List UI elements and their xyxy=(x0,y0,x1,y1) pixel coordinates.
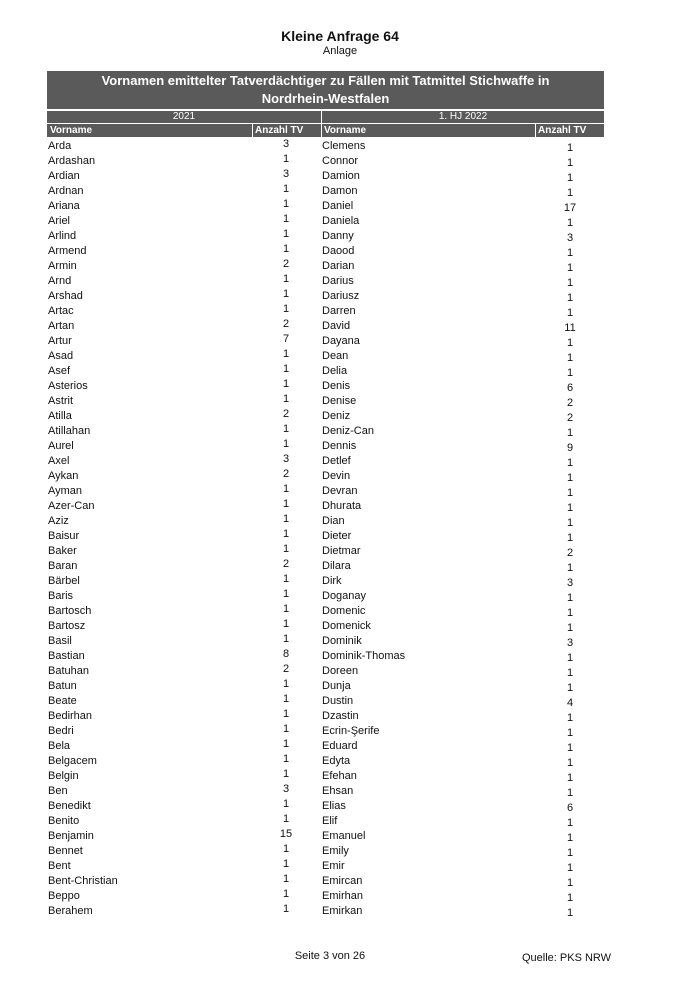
period-2021: 2021 xyxy=(47,111,321,123)
suspect-count: 1 xyxy=(282,843,290,855)
table-row xyxy=(322,259,604,274)
first-name: Armend xyxy=(48,245,87,257)
suspect-count: 1 xyxy=(282,348,290,360)
first-name: Azer-Can xyxy=(48,500,95,512)
suspect-count: 1 xyxy=(566,562,574,574)
first-name: Benjamin xyxy=(48,830,94,842)
table-row xyxy=(322,469,604,484)
first-name: Artac xyxy=(48,305,74,317)
first-name: Beate xyxy=(48,695,77,707)
table-row xyxy=(322,394,604,409)
first-name: Arda xyxy=(48,140,72,152)
suspect-count: 1 xyxy=(566,862,574,874)
table-row xyxy=(322,184,604,199)
suspect-count: 3 xyxy=(566,637,574,649)
table-row xyxy=(322,589,604,604)
suspect-count: 1 xyxy=(566,307,574,319)
table-row xyxy=(322,664,604,679)
document-title: Kleine Anfrage 64 xyxy=(281,28,399,44)
table-row xyxy=(322,769,604,784)
suspect-count: 1 xyxy=(566,892,574,904)
first-name: Astrit xyxy=(48,395,74,407)
table-row xyxy=(322,514,604,529)
table-row xyxy=(322,634,604,649)
suspect-count: 3 xyxy=(282,168,290,180)
suspect-count: 1 xyxy=(566,172,574,184)
source-note: Quelle: PKS NRW xyxy=(522,952,612,964)
suspect-count: 2 xyxy=(566,547,574,559)
table-row xyxy=(322,499,604,514)
first-name: Ehsan xyxy=(322,785,354,797)
suspect-count: 1 xyxy=(566,772,574,784)
first-name: Dunja xyxy=(322,680,351,692)
suspect-count: 1 xyxy=(566,757,574,769)
suspect-count: 1 xyxy=(282,273,290,285)
table-row xyxy=(322,289,604,304)
first-name: Connor xyxy=(322,155,359,167)
first-name: Bärbel xyxy=(48,575,80,587)
first-name: Danny xyxy=(322,230,354,242)
first-name: Dayana xyxy=(322,335,360,347)
col-separator xyxy=(252,124,253,137)
col-separator xyxy=(321,124,322,137)
suspect-count: 1 xyxy=(282,798,290,810)
table-right-column xyxy=(322,139,604,919)
suspect-count: 1 xyxy=(282,438,290,450)
suspect-count: 3 xyxy=(282,453,290,465)
suspect-count: 1 xyxy=(566,787,574,799)
table-row xyxy=(322,784,604,799)
suspect-count: 1 xyxy=(566,712,574,724)
suspect-count: 1 xyxy=(282,753,290,765)
table-row xyxy=(322,199,604,214)
first-name: Aziz xyxy=(48,515,69,527)
suspect-count: 1 xyxy=(282,378,290,390)
suspect-count: 1 xyxy=(282,243,290,255)
table-row xyxy=(322,754,604,769)
banner-line-1: Vornamen emittelter Tatverdächtiger zu Fällen mit Tatmittel Stichwaffe in xyxy=(101,73,550,88)
suspect-count: 1 xyxy=(566,352,574,364)
suspect-count: 1 xyxy=(282,813,290,825)
first-name: Dzastin xyxy=(322,710,359,722)
suspect-count: 1 xyxy=(282,228,290,240)
first-name: Asef xyxy=(48,365,71,377)
table-row xyxy=(322,274,604,289)
suspect-count: 1 xyxy=(566,727,574,739)
table-row xyxy=(322,619,604,634)
first-name: Damion xyxy=(322,170,360,182)
suspect-count: 3 xyxy=(566,232,574,244)
first-name: Ardian xyxy=(48,170,80,182)
suspect-count: 2 xyxy=(282,408,290,420)
first-name: Daniel xyxy=(322,200,354,212)
first-name: Clemens xyxy=(322,140,366,152)
first-name: Dian xyxy=(322,515,345,527)
first-name: Dennis xyxy=(322,440,357,452)
suspect-count: 2 xyxy=(566,412,574,424)
first-name: Doganay xyxy=(322,590,367,602)
first-name: Basil xyxy=(48,635,72,647)
first-name: Emirhan xyxy=(322,890,363,902)
first-name: Damon xyxy=(322,185,358,197)
first-name: Artur xyxy=(48,335,72,347)
table-row xyxy=(322,229,604,244)
suspect-count: 1 xyxy=(566,277,574,289)
suspect-count: 1 xyxy=(282,288,290,300)
suspect-count: 1 xyxy=(566,292,574,304)
suspect-count: 1 xyxy=(566,682,574,694)
suspect-count: 6 xyxy=(566,802,574,814)
first-name: Asterios xyxy=(48,380,88,392)
suspect-count: 6 xyxy=(566,382,574,394)
table-row xyxy=(322,679,604,694)
suspect-count: 1 xyxy=(566,502,574,514)
table-row xyxy=(322,424,604,439)
first-name: Darius xyxy=(322,275,354,287)
first-name: Ecrin-Şerife xyxy=(322,725,380,737)
table-row xyxy=(322,319,604,334)
suspect-count: 1 xyxy=(566,532,574,544)
suspect-count: 2 xyxy=(566,397,574,409)
table-row xyxy=(322,814,604,829)
table-row xyxy=(322,559,604,574)
suspect-count: 1 xyxy=(566,742,574,754)
first-name: Asad xyxy=(48,350,74,362)
suspect-count: 2 xyxy=(282,318,290,330)
suspect-count: 1 xyxy=(566,517,574,529)
suspect-count: 1 xyxy=(282,633,290,645)
first-name: Baisur xyxy=(48,530,80,542)
first-name: Bartosz xyxy=(48,620,86,632)
suspect-count: 1 xyxy=(566,907,574,919)
first-name: Berahem xyxy=(48,905,93,917)
first-name: Batun xyxy=(48,680,77,692)
table-row xyxy=(322,859,604,874)
first-name: Benedikt xyxy=(48,800,91,812)
first-name: Darren xyxy=(322,305,356,317)
first-name: Dietmar xyxy=(322,545,361,557)
suspect-count: 1 xyxy=(566,592,574,604)
suspect-count: 1 xyxy=(566,247,574,259)
first-name: Emily xyxy=(322,845,349,857)
col-name-left: Vorname xyxy=(50,125,93,136)
first-name: Armin xyxy=(48,260,77,272)
suspect-count: 1 xyxy=(566,427,574,439)
table-row xyxy=(322,334,604,349)
table-row xyxy=(322,379,604,394)
suspect-count: 1 xyxy=(282,543,290,555)
first-name: Deniz xyxy=(322,410,351,422)
table-row xyxy=(322,604,604,619)
table-row xyxy=(322,829,604,844)
table-row xyxy=(322,739,604,754)
suspect-count: 1 xyxy=(282,393,290,405)
first-name: Bent-Christian xyxy=(48,875,118,887)
first-name: Dominik-Thomas xyxy=(322,650,406,662)
first-name: Denis xyxy=(322,380,351,392)
first-name: Detlef xyxy=(322,455,351,467)
suspect-count: 9 xyxy=(566,442,574,454)
suspect-count: 1 xyxy=(282,708,290,720)
first-name: Dilara xyxy=(322,560,351,572)
col-count-left: Anzahl TV xyxy=(255,125,304,136)
table-row xyxy=(322,694,604,709)
first-name: Efehan xyxy=(322,770,357,782)
first-name: Doreen xyxy=(322,665,359,677)
first-name: Beppo xyxy=(48,890,80,902)
document-subtitle: Anlage xyxy=(322,45,358,57)
table-row xyxy=(322,139,604,154)
first-name: Aykan xyxy=(48,470,79,482)
first-name: Dustin xyxy=(322,695,354,707)
suspect-count: 2 xyxy=(282,468,290,480)
first-name: Baran xyxy=(48,560,78,572)
col-count-right: Anzahl TV xyxy=(538,125,587,136)
table-row xyxy=(322,874,604,889)
suspect-count: 1 xyxy=(282,198,290,210)
suspect-count: 1 xyxy=(566,457,574,469)
first-name: Axel xyxy=(48,455,70,467)
suspect-count: 1 xyxy=(282,423,290,435)
suspect-count: 1 xyxy=(566,157,574,169)
first-name: Ardnan xyxy=(48,185,84,197)
first-name: Ayman xyxy=(48,485,83,497)
suspect-count: 1 xyxy=(566,877,574,889)
suspect-count: 1 xyxy=(566,817,574,829)
suspect-count: 1 xyxy=(566,667,574,679)
suspect-count: 8 xyxy=(282,648,290,660)
first-name: Emirkan xyxy=(322,905,363,917)
first-name: Devran xyxy=(322,485,358,497)
suspect-count: 1 xyxy=(566,337,574,349)
first-name: Benito xyxy=(48,815,80,827)
table-row xyxy=(322,904,604,919)
suspect-count: 1 xyxy=(282,678,290,690)
suspect-count: 1 xyxy=(566,142,574,154)
suspect-count: 1 xyxy=(282,183,290,195)
suspect-count: 3 xyxy=(566,577,574,589)
suspect-count: 1 xyxy=(282,738,290,750)
table-row xyxy=(322,649,604,664)
first-name: Dieter xyxy=(322,530,352,542)
first-name: Bela xyxy=(48,740,71,752)
first-name: Dhurata xyxy=(322,500,362,512)
suspect-count: 1 xyxy=(282,768,290,780)
table-row xyxy=(322,214,604,229)
table-row xyxy=(322,409,604,424)
first-name: Domenick xyxy=(322,620,371,632)
table-row xyxy=(322,544,604,559)
suspect-count: 1 xyxy=(282,588,290,600)
first-name: Bastian xyxy=(48,650,85,662)
suspect-count: 1 xyxy=(282,513,290,525)
table-row xyxy=(322,364,604,379)
table-banner xyxy=(47,71,604,109)
first-name: Bedri xyxy=(48,725,74,737)
table-row xyxy=(322,799,604,814)
first-name: Dariusz xyxy=(322,290,360,302)
suspect-count: 1 xyxy=(566,217,574,229)
first-name: Bedirhan xyxy=(48,710,93,722)
table-row xyxy=(322,154,604,169)
first-name: Ben xyxy=(48,785,68,797)
first-name: David xyxy=(322,320,351,332)
banner-line-2: Nordrhein-Westfalen xyxy=(261,91,390,106)
suspect-count: 1 xyxy=(282,528,290,540)
suspect-count: 1 xyxy=(282,723,290,735)
first-name: Atillahan xyxy=(48,425,91,437)
first-name: Bartosch xyxy=(48,605,92,617)
suspect-count: 1 xyxy=(282,873,290,885)
table-row xyxy=(322,574,604,589)
suspect-count: 4 xyxy=(566,697,574,709)
first-name: Edyta xyxy=(322,755,351,767)
first-name: Denise xyxy=(322,395,357,407)
first-name: Arlind xyxy=(48,230,77,242)
suspect-count: 1 xyxy=(566,187,574,199)
first-name: Delia xyxy=(322,365,348,377)
table-row xyxy=(322,244,604,259)
suspect-count: 1 xyxy=(282,498,290,510)
table-row xyxy=(48,904,322,919)
first-name: Belgin xyxy=(48,770,79,782)
suspect-count: 1 xyxy=(566,367,574,379)
first-name: Aurel xyxy=(48,440,74,452)
suspect-count: 1 xyxy=(566,607,574,619)
first-name: Emir xyxy=(322,860,345,872)
first-name: Eduard xyxy=(322,740,358,752)
first-name: Batuhan xyxy=(48,665,89,677)
first-name: Dean xyxy=(322,350,349,362)
table-row xyxy=(322,439,604,454)
first-name: Daood xyxy=(322,245,355,257)
table-row xyxy=(322,169,604,184)
col-name-right: Vorname xyxy=(324,125,367,136)
suspect-count: 2 xyxy=(282,663,290,675)
suspect-count: 2 xyxy=(282,558,290,570)
suspect-count: 1 xyxy=(566,262,574,274)
table-row xyxy=(322,889,604,904)
suspect-count: 1 xyxy=(282,888,290,900)
suspect-count: 1 xyxy=(282,618,290,630)
suspect-count: 1 xyxy=(282,603,290,615)
suspect-count: 1 xyxy=(566,487,574,499)
first-name: Dominik xyxy=(322,635,362,647)
suspect-count: 2 xyxy=(282,258,290,270)
first-name: Domenic xyxy=(322,605,366,617)
table-row xyxy=(322,844,604,859)
suspect-count: 1 xyxy=(566,847,574,859)
table-row xyxy=(322,304,604,319)
suspect-count: 1 xyxy=(282,858,290,870)
table-row xyxy=(322,454,604,469)
suspect-count: 1 xyxy=(282,303,290,315)
suspect-count: 1 xyxy=(282,483,290,495)
first-name: Ardashan xyxy=(48,155,96,167)
first-name: Arshad xyxy=(48,290,83,302)
suspect-count: 1 xyxy=(566,832,574,844)
first-name: Atilla xyxy=(48,410,72,422)
first-name: Arnd xyxy=(48,275,72,287)
first-name: Ariana xyxy=(48,200,80,212)
period-2022: 1. HJ 2022 xyxy=(322,111,604,123)
suspect-count: 1 xyxy=(282,213,290,225)
first-name: Belgacem xyxy=(48,755,97,767)
table-row xyxy=(322,349,604,364)
suspect-count: 11 xyxy=(564,322,576,334)
table-left-column xyxy=(48,139,322,919)
suspect-count: 7 xyxy=(282,333,290,345)
first-name: Elif xyxy=(322,815,338,827)
suspect-count: 3 xyxy=(282,138,290,150)
first-name: Artan xyxy=(48,320,75,332)
suspect-count: 1 xyxy=(566,622,574,634)
suspect-count: 1 xyxy=(566,652,574,664)
suspect-count: 1 xyxy=(282,363,290,375)
first-name: Devin xyxy=(322,470,351,482)
first-name: Bent xyxy=(48,860,71,872)
suspect-count: 1 xyxy=(282,573,290,585)
page-number: Seite 3 von 26 xyxy=(294,950,366,962)
suspect-count: 3 xyxy=(282,783,290,795)
suspect-count: 1 xyxy=(282,903,290,915)
first-name: Baker xyxy=(48,545,77,557)
suspect-count: 15 xyxy=(279,828,293,840)
first-name: Bennet xyxy=(48,845,83,857)
first-name: Daniela xyxy=(322,215,360,227)
suspect-count: 17 xyxy=(563,202,577,214)
col-separator xyxy=(535,124,536,137)
first-name: Baris xyxy=(48,590,74,602)
table-row xyxy=(322,724,604,739)
table-row xyxy=(322,529,604,544)
table-row xyxy=(322,709,604,724)
first-name: Ariel xyxy=(48,215,71,227)
first-name: Emircan xyxy=(322,875,363,887)
first-name: Emanuel xyxy=(322,830,366,842)
suspect-count: 1 xyxy=(566,472,574,484)
first-name: Darian xyxy=(322,260,355,272)
suspect-count: 1 xyxy=(282,693,290,705)
table-row xyxy=(322,484,604,499)
first-name: Dirk xyxy=(322,575,342,587)
first-name: Deniz-Can xyxy=(322,425,374,437)
first-name: Elias xyxy=(322,800,346,812)
suspect-count: 1 xyxy=(282,153,290,165)
